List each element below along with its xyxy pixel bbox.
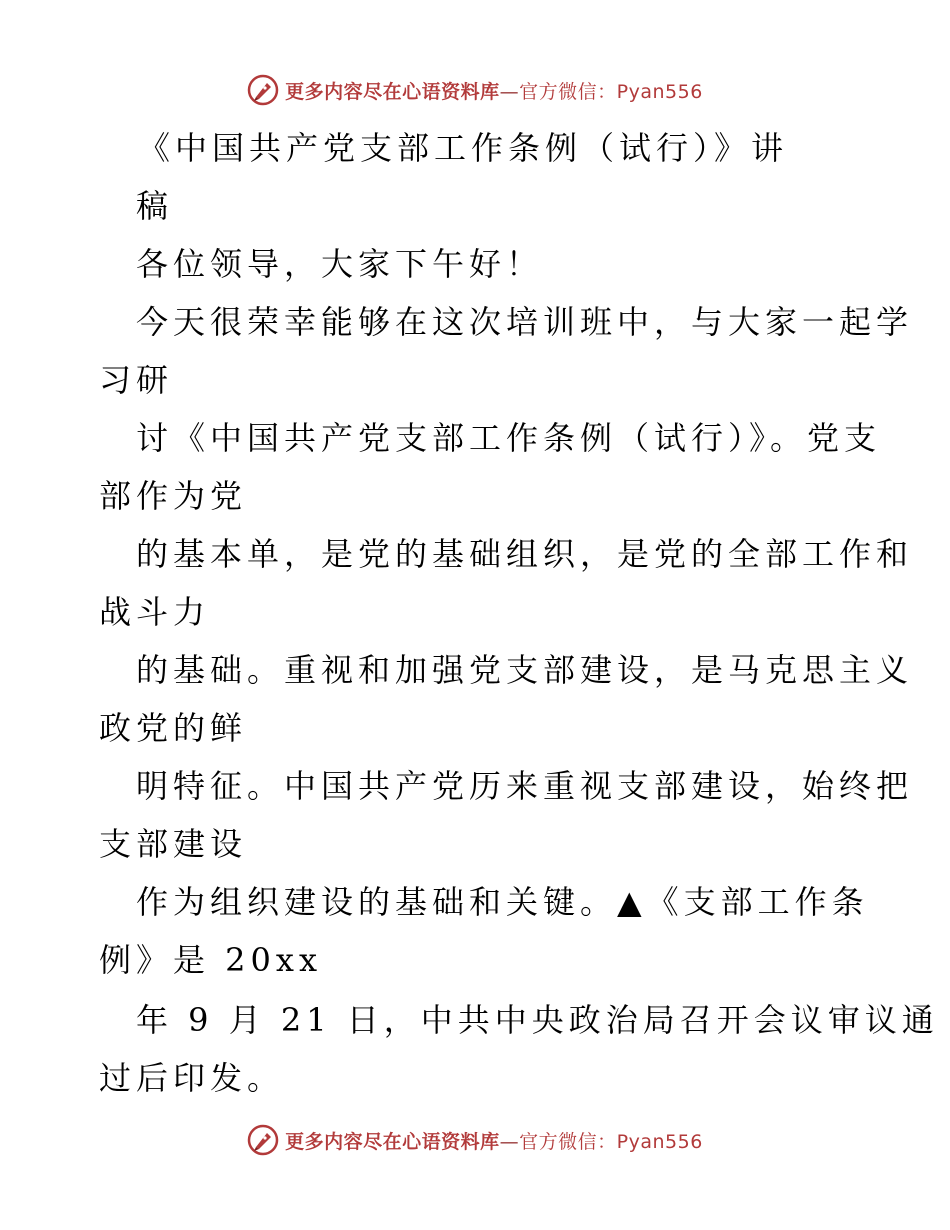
paragraph-line: 的基本单，是党的基础组织，是党的全部工作和 bbox=[136, 535, 914, 573]
paragraph-line: 例》是 20xx bbox=[99, 941, 322, 979]
paragraph-line: 战斗力 bbox=[99, 593, 211, 631]
document-title-line-2: 稿 bbox=[136, 187, 174, 225]
watermark-text: 更多内容尽在心语资料库—官方微信：Pyan556 bbox=[285, 1130, 703, 1153]
footer-watermark bbox=[0, 1120, 950, 1160]
paragraph-line: 政党的鲜 bbox=[99, 709, 248, 747]
paragraph-line: 今天很荣幸能够在这次培训班中，与大家一起学 bbox=[136, 303, 914, 341]
paragraph-line: 明特征。中国共产党历来重视支部建设，始终把 bbox=[136, 767, 914, 805]
greeting-line: 各位领导，大家下午好！ bbox=[136, 245, 544, 283]
document-title-line-1: 《中国共产党支部工作条例（试行）》讲 bbox=[138, 129, 789, 167]
pen-nib-icon bbox=[247, 1124, 279, 1156]
paragraph-line: 作为组织建设的基础和关键。▲《支部工作条 bbox=[136, 883, 869, 921]
paragraph-line: 部作为党 bbox=[99, 477, 248, 515]
pen-nib-icon bbox=[247, 74, 279, 106]
paragraph-line: 习研 bbox=[99, 361, 174, 399]
watermark-text: 更多内容尽在心语资料库—官方微信：Pyan556 bbox=[285, 80, 703, 103]
paragraph-line: 的基础。重视和加强党支部建设，是马克思主义 bbox=[136, 651, 914, 689]
header-watermark bbox=[0, 70, 950, 110]
paragraph-line: 年 9 月 21 日，中共中央政治局召开会议审议通 bbox=[136, 1001, 939, 1039]
paragraph-line: 支部建设 bbox=[99, 825, 248, 863]
paragraph-line: 讨《中国共产党支部工作条例（试行）》。党支 bbox=[136, 419, 882, 457]
paragraph-line: 过后印发。 bbox=[99, 1059, 285, 1097]
